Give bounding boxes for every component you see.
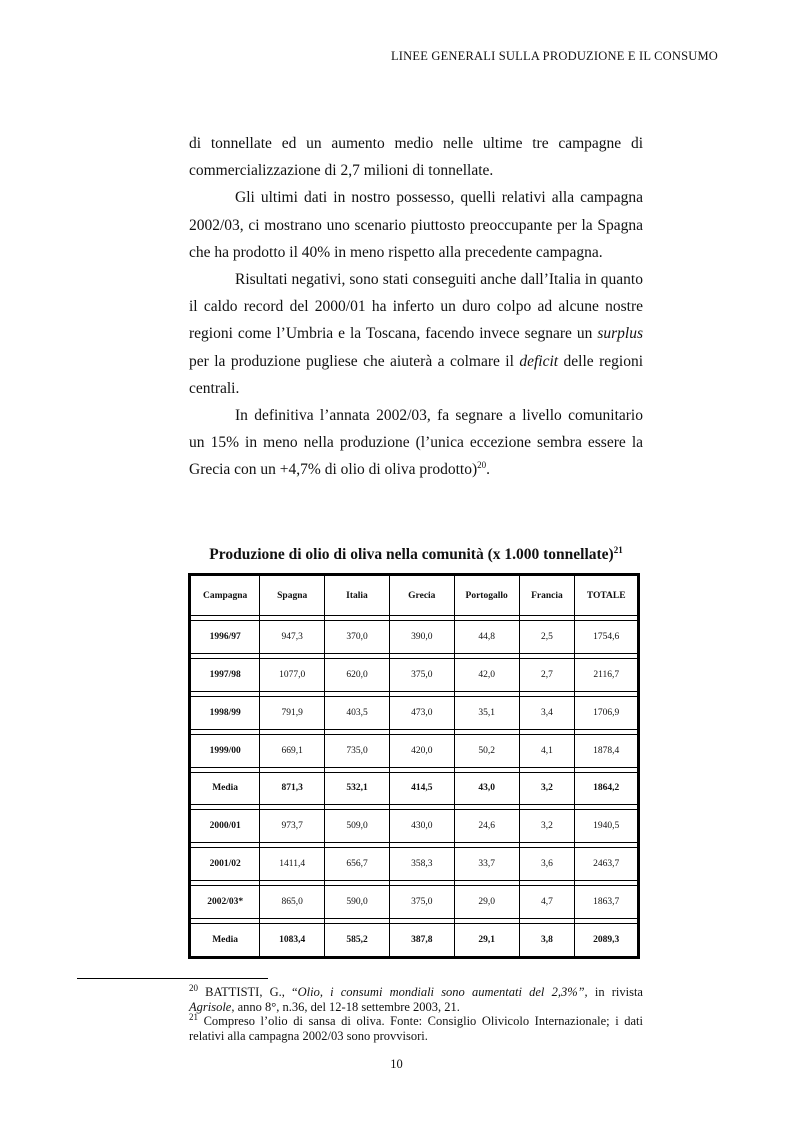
table-cell: 473,0 [389, 696, 454, 729]
table-header-row [191, 576, 638, 616]
table-row [191, 734, 638, 767]
table-cell: 620,0 [325, 658, 390, 691]
table-row [191, 810, 638, 843]
footnote-20-author: BATTISTI, G., “ [198, 985, 298, 999]
table-cell: 414,5 [389, 772, 454, 805]
table-row [191, 621, 638, 654]
table-cell: 1878,4 [575, 734, 638, 767]
table-cell: 430,0 [389, 810, 454, 843]
table-cell: 29,1 [454, 924, 519, 957]
table-cell: 1077,0 [260, 658, 325, 691]
table-cell: 669,1 [260, 734, 325, 767]
footnote-20 [189, 982, 643, 1014]
table-caption [189, 546, 643, 564]
paragraph-4 [189, 402, 643, 484]
table-cell: 509,0 [325, 810, 390, 843]
table-cell: 390,0 [389, 621, 454, 654]
table-row [191, 772, 638, 805]
table-row [191, 886, 638, 919]
production-table [188, 573, 640, 959]
table-cell: 1754,6 [575, 621, 638, 654]
paragraph-3-part-a: Risultati negativi, sono stati conseguiti anche dall’Italia in quanto il caldo record del 2000/01 ha inferto un duro colpo ad alcune nostre regioni come l’Umbria e la Toscana, facendo invece segnare un [189, 271, 643, 343]
table-cell: 1706,9 [575, 696, 638, 729]
footnote-20-number: 20 [189, 982, 198, 993]
table-cell: 387,8 [389, 924, 454, 957]
table-caption-text: Produzione di olio di oliva nella comunità (x 1.000 tonnellate) [209, 546, 614, 563]
surplus-term: surplus [597, 325, 643, 343]
table-cell: 42,0 [454, 658, 519, 691]
table-cell: 3,6 [519, 848, 575, 881]
table-row [191, 658, 638, 691]
header-grecia: Grecia [389, 576, 454, 616]
table-cell: 532,1 [325, 772, 390, 805]
table-cell: 4,1 [519, 734, 575, 767]
paragraph-4-end: . [486, 461, 490, 479]
table-cell: 24,6 [454, 810, 519, 843]
row-label-cell: 2001/02 [191, 848, 260, 881]
table-row [191, 924, 638, 957]
footnote-20-details: , anno 8°, n.36, del 12-18 settembre 2003, 21. [231, 999, 460, 1014]
table-cell: 3,4 [519, 696, 575, 729]
table-cell: 50,2 [454, 734, 519, 767]
row-label-cell: 1996/97 [191, 621, 260, 654]
footnotes [189, 982, 643, 1043]
footnote-21 [189, 1011, 643, 1043]
table-cell: 590,0 [325, 886, 390, 919]
header-totale: TOTALE [575, 576, 638, 616]
table-row [191, 696, 638, 729]
table-cell: 871,3 [260, 772, 325, 805]
paragraph-3 [189, 266, 643, 402]
table-cell: 1864,2 [575, 772, 638, 805]
table-cell: 3,2 [519, 810, 575, 843]
table-cell: 585,2 [325, 924, 390, 957]
table-cell: 4,7 [519, 886, 575, 919]
footnote-21-text: Compreso l’olio di sansa di oliva. Fonte: Consiglio Olivicolo Internazionale; i dati relativi alla campagna 2002/03 sono provvisori. [189, 1014, 643, 1043]
table-cell: 29,0 [454, 886, 519, 919]
row-label-cell: 1999/00 [191, 734, 260, 767]
table-cell: 947,3 [260, 621, 325, 654]
page-number: 10 [390, 1057, 403, 1071]
table-cell: 43,0 [454, 772, 519, 805]
row-label-cell: 1997/98 [191, 658, 260, 691]
footnote-20-source: in rivista [587, 985, 643, 999]
header-campagna: Campagna [191, 576, 260, 616]
footnote-20-journal: Agrisole [189, 999, 232, 1014]
table-cell: 656,7 [325, 848, 390, 881]
paragraph-2: Gli ultimi dati in nostro possesso, quelli relativi alla campagna 2002/03, ci mostrano uno scenario piuttosto preoccupante per la Spagna che ha prodotto il 40% in meno rispetto alla precedente campagna. [189, 189, 643, 261]
header-italia: Italia [325, 576, 390, 616]
paragraph-3-part-e: delle regioni centrali. [189, 352, 644, 397]
table-cell: 973,7 [260, 810, 325, 843]
table-cell: 375,0 [389, 886, 454, 919]
header-spagna: Spagna [260, 576, 325, 616]
table-cell: 3,8 [519, 924, 575, 957]
table-cell: 3,2 [519, 772, 575, 805]
table-cell: 403,5 [325, 696, 390, 729]
paragraph-1: di tonnellate ed un aumento medio nelle ultime tre campagne di commercializzazione di 2,7 milioni di tonnellate. [189, 135, 643, 180]
table-cell: 1411,4 [260, 848, 325, 881]
table-cell: 865,0 [260, 886, 325, 919]
table-cell: 2089,3 [575, 924, 638, 957]
table-cell: 375,0 [389, 658, 454, 691]
table-cell: 1940,5 [575, 810, 638, 843]
table-cell: 33,7 [454, 848, 519, 881]
footnote-ref-20[interactable]: 20 [477, 460, 487, 471]
body-text [189, 130, 643, 484]
row-label-cell: 1998/99 [191, 696, 260, 729]
table-cell: 1863,7 [575, 886, 638, 919]
footnote-rule [77, 978, 268, 979]
row-label-cell: 2002/03* [191, 886, 260, 919]
header-francia: Francia [519, 576, 575, 616]
footnote-ref-21[interactable]: 21 [613, 544, 623, 555]
table-cell: 370,0 [325, 621, 390, 654]
footnote-20-title: Olio, i consumi mondiali sono aumentati del 2,3%”, [297, 985, 588, 999]
table-cell: 2463,7 [575, 848, 638, 881]
row-label-cell: Media [191, 772, 260, 805]
table-cell: 2,5 [519, 621, 575, 654]
table-cell: 791,9 [260, 696, 325, 729]
table-row [191, 848, 638, 881]
paragraph-3-part-c: per la produzione pugliese che aiuterà a colmare il [189, 352, 520, 370]
table-cell: 35,1 [454, 696, 519, 729]
table-cell: 44,8 [454, 621, 519, 654]
table-cell: 2,7 [519, 658, 575, 691]
running-header: LINEE GENERALI SULLA PRODUZIONE E IL CONSUMO [390, 49, 718, 63]
paragraph-4-text: In definitiva l’annata 2002/03, fa segnare a livello comunitario un 15% in meno nella produzione (l’unica eccezione sembra essere la Grecia con un +4,7% di olio di oliva prodotto) [189, 407, 643, 479]
deficit-term: deficit [519, 352, 559, 370]
footnote-21-number: 21 [189, 1011, 198, 1022]
table-cell: 358,3 [389, 848, 454, 881]
row-label-cell: 2000/01 [191, 810, 260, 843]
row-label-cell: Media [191, 924, 260, 957]
table-cell: 2116,7 [575, 658, 638, 691]
header-portogallo: Portogallo [454, 576, 519, 616]
table-cell: 1083,4 [260, 924, 325, 957]
table-cell: 735,0 [325, 734, 390, 767]
table-cell: 420,0 [389, 734, 454, 767]
